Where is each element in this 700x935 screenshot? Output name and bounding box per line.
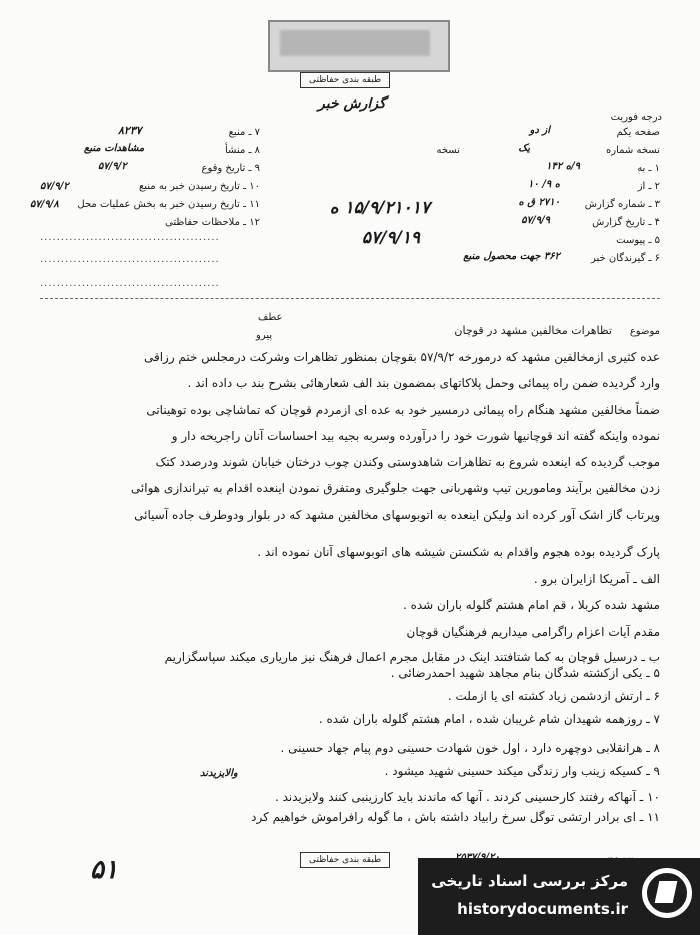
- recipients-label: ۶ ـ گیرندگان خبر: [590, 253, 660, 264]
- archive-watermark: [418, 858, 700, 935]
- body-line: زدن مخالفین برآیند ومامورین تیپ وشهربانی جهت جلوگیری ومتفرق نمودن اینعده اقدام به تیراندازی هوائی: [130, 481, 660, 495]
- source-label: ۷ ـ منبع: [228, 127, 260, 138]
- from-value: ه ۹/ ۱۰: [528, 179, 560, 190]
- archive-site: historydocuments.ir: [457, 900, 628, 918]
- copy-label: نسخه شماره: [606, 145, 660, 156]
- archive-logo-icon: [642, 868, 692, 918]
- slogan-item: ۷ ـ روزهمه شهیدان شام غریبان شده ، امام هشتم گلوله باران شده .: [318, 712, 660, 726]
- notes-blank-2: ...........................................: [40, 254, 220, 265]
- report-date-value: ۵۷/۹/۹: [521, 215, 550, 226]
- origin-label: ۸ ـ منشأ: [224, 145, 260, 156]
- to-label: ۱ ـ به: [637, 163, 660, 174]
- priority-label: درجه فوریت: [610, 112, 662, 123]
- occurrence-date-label: ۹ ـ تاریخ وقوع: [201, 163, 260, 174]
- from-label: ۲ ـ از: [637, 181, 660, 192]
- slogan-item: ۵ ـ یکی ازکشته شدگان بنام مجاهد شهید احمدرضائی .: [390, 666, 660, 680]
- top-stamp: [268, 20, 450, 72]
- arrival-date-value: ۵۷/۹/۲: [40, 181, 69, 192]
- archive-name: مرکز بررسی اسناد تاریخی: [431, 872, 628, 890]
- header-divider: [40, 298, 660, 299]
- report-number-value: ۲۷۱۰ ق ه: [518, 197, 560, 208]
- body-line: عده کثیری ازمخالفین مشهد که درمورخه ۵۷/۹/۲ بقوچان بمنظور تظاهرات وشرکت درمجلس ختم رزاقی: [143, 350, 660, 364]
- copy-value: یک: [518, 143, 530, 154]
- origin-value: مشاهدات منبع: [84, 143, 145, 154]
- report-title: گزارش خبر: [318, 96, 386, 112]
- arrival-date-label: ۱۰ ـ تاریخ رسیدن خبر به منبع: [138, 181, 260, 192]
- report-date-label: ۴ ـ تاریخ گزارش: [592, 217, 660, 228]
- slogan-item: ب ـ درسیل قوچان به کما شتافتند اینک در مقابل مجرم اعمال فرهنگ نیز ماریاری میکند سپاسگزاریم: [164, 650, 660, 664]
- slogan-item: ۶ ـ ارتش ازدشمن زیاد کشته ای یا ازملت .: [447, 689, 660, 703]
- page-number: ۵۱: [90, 855, 118, 885]
- body-line: وپرتاب گاز اشک آور کرده اند ولیکن اینعده به اتوبوسهای مخالفین مشهد که در بلوار ودوطرف جاده آسیائی: [134, 508, 660, 522]
- classification-bottom: طبقه بندی حفاظتی: [300, 852, 390, 868]
- slogan-item: ۱۰ ـ آنهاکه رفتند کارحسینی کردند . آنها که ماندند باید کارزینبی کنند ولایزیدند .: [274, 790, 660, 804]
- body-line: وارد گردیده ضمن راه پیمائی وحمل پلاکاتهای بمضمون بند الف شعارهائی بشرح بند ب داده اند .: [187, 376, 660, 390]
- slogan-item: ۱۱ ـ ای برادر ارتشی توگل سرخ رابیاد داشته باش ، ما گوله رافراموش خواهیم کرد: [251, 810, 660, 824]
- source-value: ۸۲۳۷: [118, 124, 142, 137]
- slogan-item: مشهد شده کربلا ، قم امام هشتم گلوله باران شده .: [402, 598, 660, 612]
- ops-date-value: ۵۷/۹/۸: [30, 199, 59, 210]
- ops-date-label: ۱۱ ـ تاریخ رسیدن خبر به بخش عملیات محل: [77, 199, 260, 210]
- notes-blank-3: ...........................................: [40, 278, 220, 289]
- body-line: موجب گردیده که اینعده شروع به تظاهرات شاهدوستی وکندن چوب درختان خیابان شوند ودرصدد کتک: [155, 455, 660, 469]
- slogan-item: ۹ ـ کسیکه زینب وار زندگی میکند حسینی شهید میشود .: [384, 764, 660, 778]
- reference-label: عطف: [258, 312, 283, 323]
- handwritten-date: ۵۷/۹/۱۹: [361, 228, 420, 248]
- copies-label: نسخه: [436, 145, 460, 156]
- subject-label: موضوع: [629, 326, 660, 337]
- report-number-label: ۳ ـ شماره گزارش: [584, 199, 660, 210]
- attachment-label: ۵ ـ پیوست: [616, 235, 660, 246]
- reference-sub-label: پیرو: [256, 330, 273, 341]
- subject-value: تظاهرات مخالفین مشهد در قوچان: [454, 324, 612, 337]
- slogan-item: الف ـ آمریکا ازایران برو .: [533, 572, 660, 586]
- body-line: نموده واینکه گفته اند قوچانیها شورت خود را درآورده وسربه بجیه بید احساسات آنان راجریحه دار و: [171, 429, 660, 443]
- slogan-item: ۸ ـ هرانقلابی دوچهره دارد ، اول خون شهادت حسینی دوم پیام جهاد حسینی .: [280, 741, 660, 755]
- classification-top: طبقه بندی حفاظتی: [300, 72, 390, 88]
- slogan-item: مقدم آیات اعزام راگرامی میداریم فرهنگیان قوچان: [406, 625, 660, 639]
- body-line: ضمناً مخالفین مشهد هنگام راه پیمائی درمسیر خود به عده ای ازمردم قوچان که تماشاچی بوده توهیناتی: [146, 403, 660, 417]
- protection-notes-label: ۱۲ ـ ملاحظات حفاظتی: [165, 217, 260, 228]
- page-of: از دو: [529, 125, 550, 136]
- recipients-value: ۳۶۲ جهت محصول منبع: [463, 251, 560, 262]
- handwritten-reference: ۱۵/۹/۲۱۰۱۷ ه: [329, 198, 430, 218]
- handwritten-note: والایزیدند: [200, 768, 238, 779]
- to-value: ۹/ه ۱۴۲: [546, 161, 580, 172]
- body-line: پارک گردیده بوده هجوم واقدام به شکستن شیشه های اتوبوسهای آنان نموده اند .: [257, 545, 660, 559]
- occurrence-date-value: ۵۷/۹/۲: [98, 161, 127, 172]
- page-label: صفحه یکم: [616, 127, 660, 138]
- notes-blank-1: ...........................................: [40, 232, 220, 243]
